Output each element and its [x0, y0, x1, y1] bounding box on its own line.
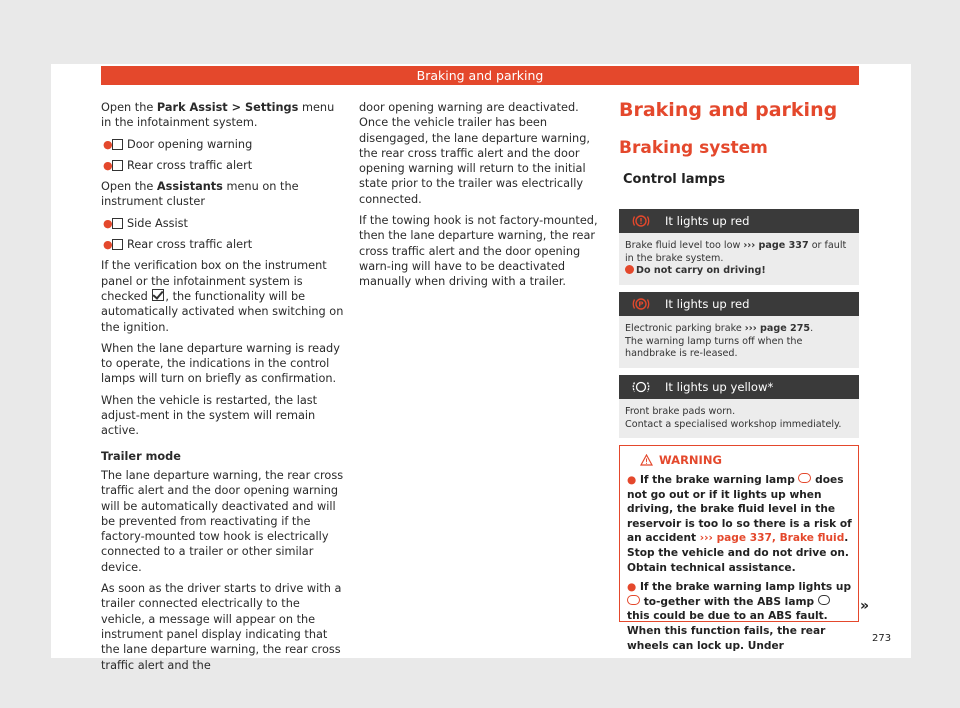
lamp-title: It lights up red: [665, 297, 750, 311]
paragraph: door opening warning are deactivated. Once the vehicle trailer has been disengaged, the lane departure warning, the rear cross traffic alert and the door opening warning will return to the initial state prior to the trailer was electrically connected.: [359, 101, 590, 206]
lamp-description: Front brake pads worn.: [625, 406, 736, 417]
section-title: Braking system: [619, 138, 768, 158]
warning-triangle-icon: [640, 451, 653, 470]
brake-pad-icon: [619, 380, 663, 394]
warning-item: ● If the brake warning lamp does not go out or if it lights up when driving, the brake fluid level in the reservoir is too lo so there is a risk of an accident ››› page 337, Brake fluid. Stop the vehicle and do not drive on. Obtain technical assistance.: [627, 474, 852, 574]
brake-warning-icon: [798, 473, 811, 483]
bullet-icon: ●: [103, 238, 113, 252]
paragraph: Open the Park Assist > Settings menu in the infotainment system.: [101, 101, 335, 130]
bullet-icon: ●: [103, 158, 113, 172]
lamp-note: The warning lamp turns off when the handbrake is re-leased.: [625, 335, 803, 359]
list-item: ● Rear cross traffic alert: [103, 238, 253, 252]
lamp-description: Electronic parking brake ››› page 275.: [625, 323, 814, 334]
column-right: [619, 98, 859, 189]
paragraph: If the verification box on the instrument panel or the infotainment system is checked , the functionality will be automatically activated when switching on the ignition.: [101, 259, 344, 334]
bullet-icon: ●: [103, 137, 113, 151]
warning-title: WARNING: [659, 453, 722, 467]
parking-brake-icon: [619, 297, 663, 311]
checkbox-icon: [112, 139, 123, 150]
bullet-icon: ●: [627, 581, 640, 594]
checkbox-icon: [112, 218, 123, 229]
control-lamp-parking-brake: [619, 292, 859, 368]
continue-marker: »: [860, 598, 870, 614]
paragraph: When the vehicle is restarted, the last adjust-ment in the system will remain active.: [101, 393, 318, 438]
list-item: ● Door opening warning: [103, 137, 253, 151]
page-number: 273: [872, 633, 892, 644]
control-lamp-brake-fluid: [619, 209, 859, 285]
paragraph: If the towing hook is not factory-mounted, then the lane departure warning, the rear cross traffic alert and the door opening warn-ing will have to be deactivated manually when driving with a trailer.: [359, 214, 598, 289]
list-item: ● Rear cross traffic alert: [103, 158, 253, 172]
paragraph: The lane departure warning, the rear cross traffic alert and the door opening warning will be automatically deactivated and will be prevented from reactivating if the factory-mounted tow hook is electrically connected to a trailer or other similar device.: [101, 468, 344, 574]
page-header: Braking and parking: [101, 66, 859, 85]
list-item: ● Side Assist: [103, 216, 188, 230]
abs-icon: [818, 595, 830, 605]
lamp-note: Do not carry on driving!: [625, 265, 853, 278]
lamp-description: Brake fluid level too low ››› page 337 or fault in the brake system.: [625, 240, 847, 264]
paragraph: As soon as the driver starts to drive with a trailer connected electrically to the vehicle, a message will appear on the instrument panel display indicating that the lane departure warning, the rear cross traffic alert and the: [101, 582, 342, 672]
paragraph: When the lane departure warning is ready to operate, the indications in the control lamps will turn on briefly as confirmation.: [101, 341, 340, 386]
paragraph: Open the Assistants menu on the instrument cluster: [101, 180, 299, 209]
chapter-title: Braking and parking: [619, 99, 838, 121]
column-left: [101, 100, 345, 679]
stop-icon: [625, 265, 634, 274]
lamp-note: Contact a specialised workshop immediately.: [625, 418, 842, 430]
warning-box: [619, 445, 859, 652]
checked-box-icon: [152, 289, 164, 301]
subsection-title: Control lamps: [623, 172, 726, 187]
lamp-title: It lights up red: [665, 214, 750, 228]
bullet-icon: ●: [627, 474, 640, 486]
bullet-icon: ●: [103, 216, 113, 230]
brake-warning-icon: [627, 595, 640, 605]
checkbox-icon: [112, 239, 123, 250]
checkbox-icon: [112, 160, 123, 171]
warning-item: ● If the brake warning lamp lights up to-gether with the ABS lamp this could be due to an ABS fault. When this function fails, the rear wheels can lock up. Under: [627, 581, 852, 652]
section-subheading: Trailer mode: [101, 449, 181, 463]
lamp-title: It lights up yellow*: [665, 380, 774, 394]
control-lamp-brake-pads: [619, 375, 859, 438]
svg-text:P: P: [638, 300, 644, 309]
brake-warning-icon: [619, 214, 663, 228]
column-middle: [359, 100, 603, 296]
